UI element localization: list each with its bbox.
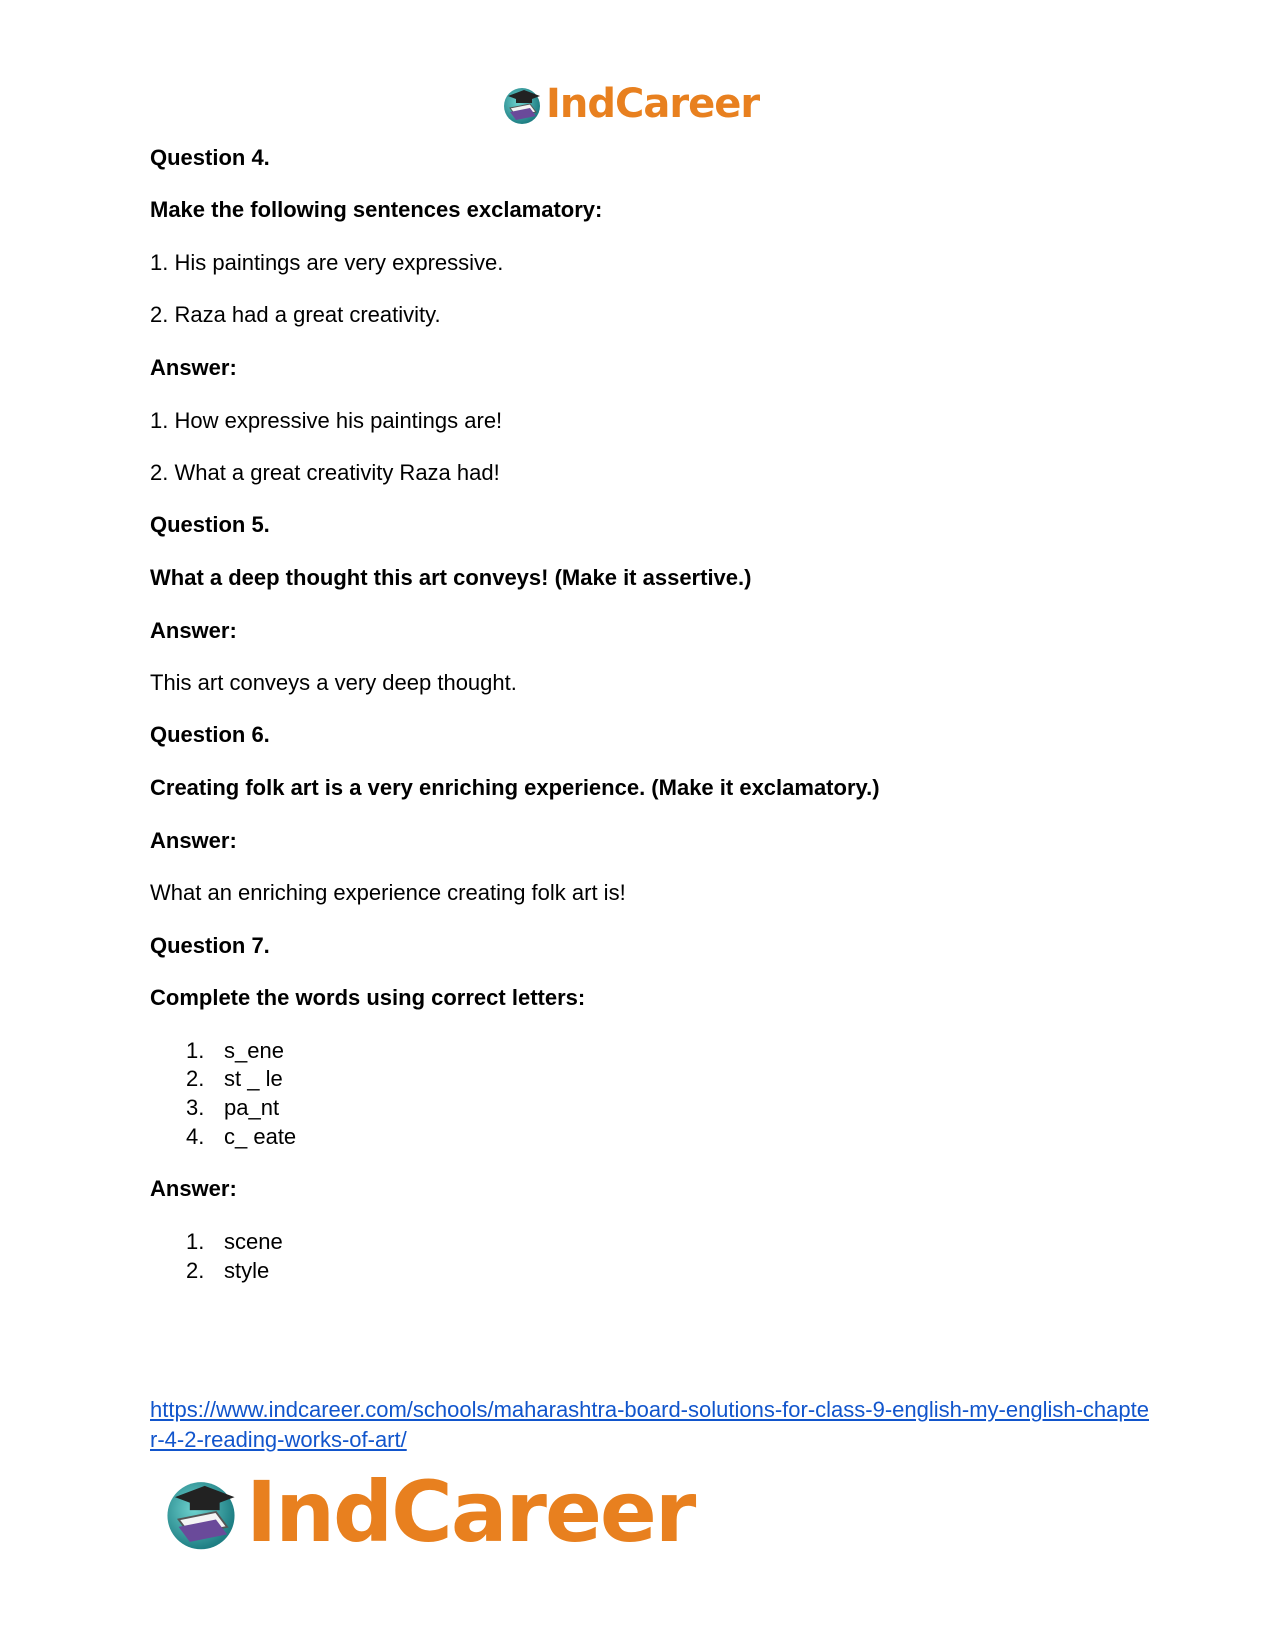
footer-logo	[160, 1463, 695, 1561]
question-7-prompt: Complete the words using correct letters:	[150, 985, 586, 1010]
list-item-number: 1.	[186, 1038, 205, 1063]
graduation-cap-book-globe-icon	[160, 1471, 242, 1553]
list-item: style	[224, 1258, 270, 1283]
list-item-number: 2.	[186, 1066, 205, 1091]
list-item: st _ le	[224, 1066, 283, 1091]
source-link[interactable]: https://www.indcareer.com/schools/maharashtra-board-solutions-for-class-9-english-my-english-chapter-4-2-reading-works-of-art/	[150, 1397, 1149, 1452]
question-4-sentence-2: 2. Raza had a great creativity.	[150, 302, 441, 327]
question-7-answer-label: Answer:	[150, 1176, 237, 1201]
question-4-heading: Question 4.	[150, 145, 270, 170]
question-5-answer-label: Answer:	[150, 618, 237, 643]
brand-name: IndCareer	[546, 81, 760, 127]
question-6-prompt: Creating folk art is a very enriching experience. (Make it exclamatory.)	[150, 775, 880, 800]
header-logo	[500, 80, 759, 128]
question-4-sentence-1: 1. His paintings are very expressive.	[150, 250, 504, 275]
question-7-heading: Question 7.	[150, 933, 270, 958]
list-item: scene	[224, 1229, 283, 1254]
question-5-heading: Question 5.	[150, 512, 270, 537]
list-item-number: 3.	[186, 1095, 205, 1120]
brand-name: IndCareer	[246, 1463, 695, 1561]
question-6-answer-label: Answer:	[150, 828, 237, 853]
question-4-answer-1: 1. How expressive his paintings are!	[150, 408, 503, 433]
graduation-cap-book-globe-icon	[500, 82, 544, 126]
question-4-answer-label: Answer:	[150, 355, 237, 380]
question-5-answer: This art conveys a very deep thought.	[150, 670, 517, 695]
list-item-number: 4.	[186, 1124, 205, 1149]
list-item-number: 1.	[186, 1229, 205, 1254]
question-4-prompt: Make the following sentences exclamatory:	[150, 197, 603, 222]
list-item: s_ene	[224, 1038, 284, 1063]
list-item-number: 2.	[186, 1258, 205, 1283]
question-4-answer-2: 2. What a great creativity Raza had!	[150, 460, 500, 485]
list-item: pa_nt	[224, 1095, 280, 1120]
list-item: c_ eate	[224, 1124, 297, 1149]
question-6-heading: Question 6.	[150, 722, 270, 747]
question-6-answer: What an enriching experience creating folk art is!	[150, 880, 626, 905]
question-5-prompt: What a deep thought this art conveys! (Make it assertive.)	[150, 565, 752, 590]
